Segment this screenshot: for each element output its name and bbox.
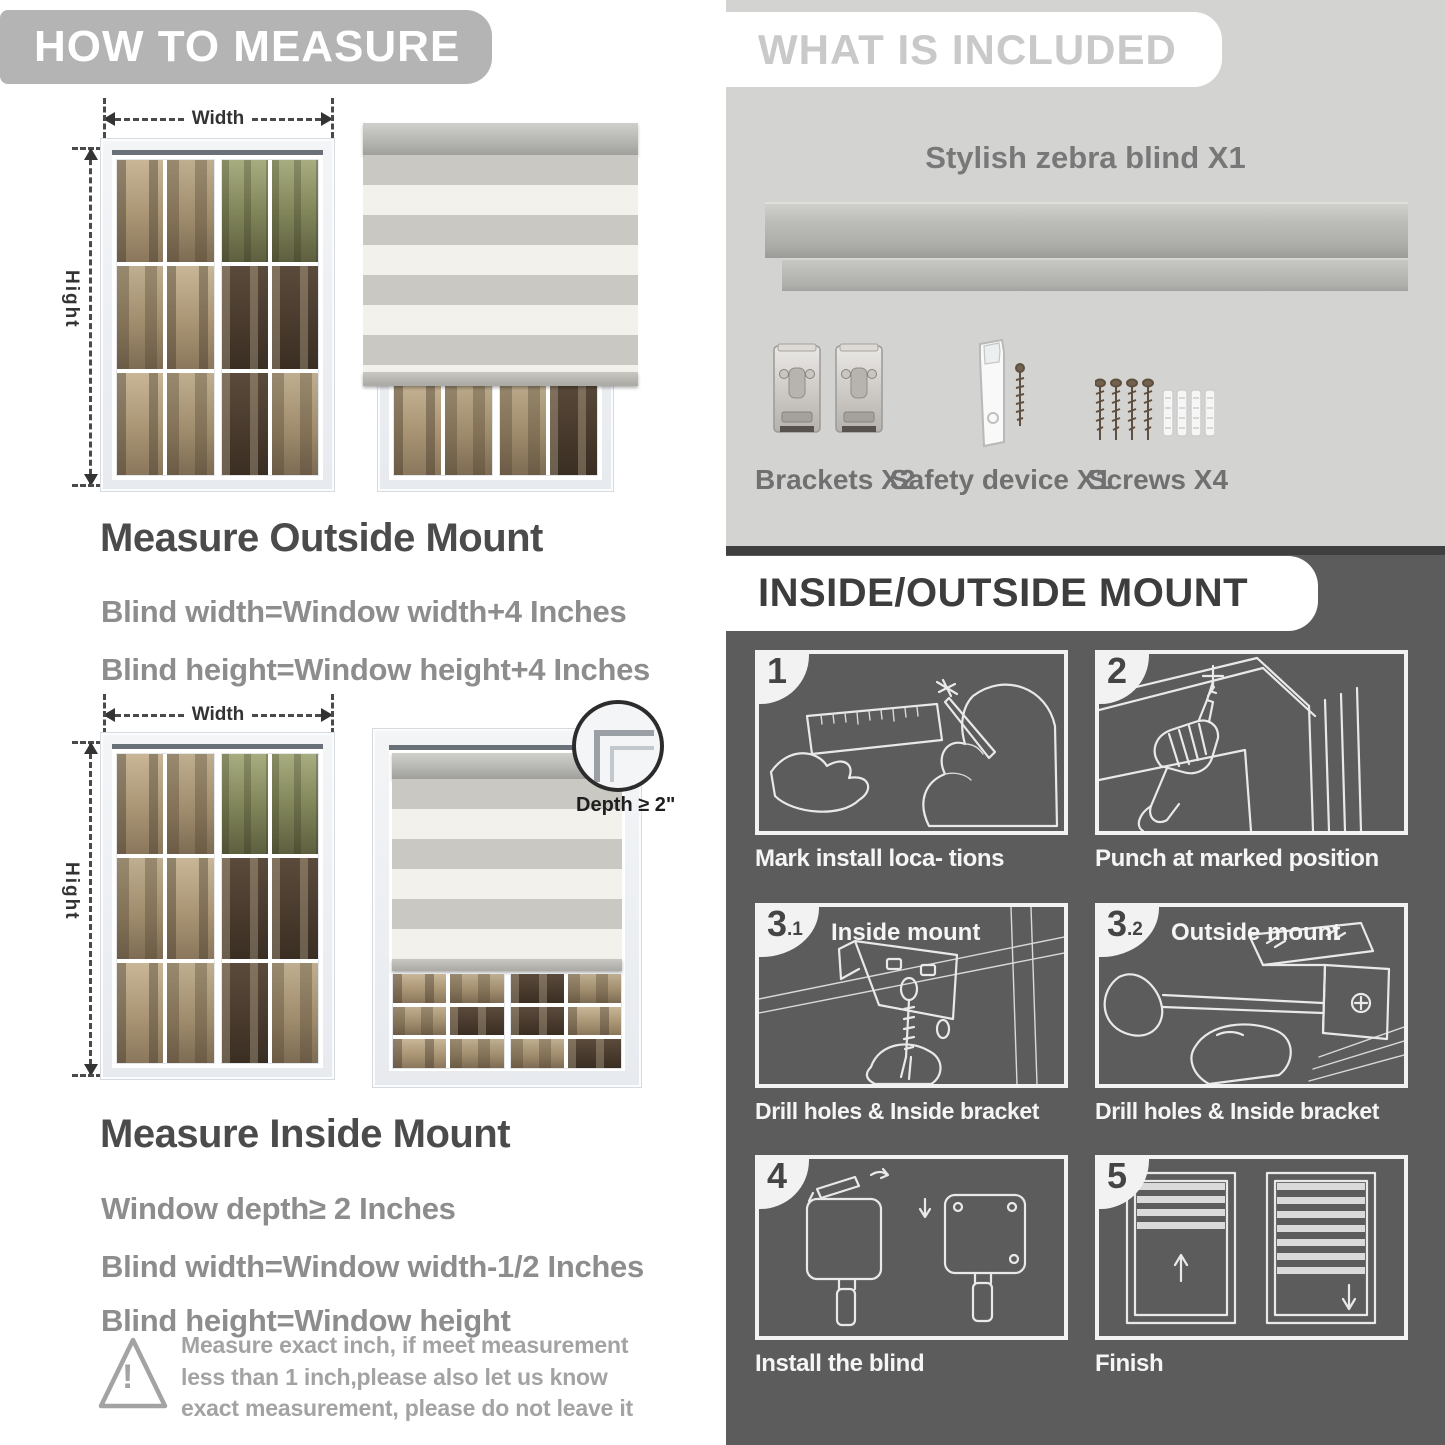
width-label: Width <box>191 704 245 725</box>
how-to-measure-title: HOW TO MEASURE <box>34 22 461 71</box>
mount-section-header <box>726 556 1318 631</box>
depth-requirement-label: Depth ≥ 2" <box>576 794 676 816</box>
zebra-blind-inside-mount <box>392 753 622 971</box>
dim-tick <box>103 98 106 138</box>
zebra-blind-outside-mount <box>363 123 638 386</box>
step-2 <box>1095 650 1408 873</box>
step-1 <box>755 650 1068 873</box>
step-2-caption: Punch at marked position <box>1095 845 1379 872</box>
inside-mount-title: Measure Inside Mount <box>100 1112 511 1156</box>
step-5-caption: Finish <box>1095 1350 1164 1377</box>
what-is-included-header <box>726 12 1222 87</box>
inside-formula-depth: Window depth≥ 2 Inches <box>101 1191 456 1226</box>
outside-mount-title: Measure Outside Mount <box>100 516 543 560</box>
dim-tick <box>103 694 106 734</box>
exclamation-mark: ! <box>122 1358 134 1396</box>
width-arrow-outside <box>103 108 333 130</box>
step-number-badge: 4 <box>755 1155 809 1209</box>
step-3-2-title: Outside mount <box>1171 919 1341 946</box>
dim-tick <box>331 98 334 138</box>
blind-bottom-rail <box>363 372 638 386</box>
inside-formula-width: Blind width=Window width-1/2 Inches <box>101 1249 644 1284</box>
step-3-1-title: Inside mount <box>831 919 981 946</box>
step-3-1-illustration <box>755 903 1068 1088</box>
step-3-2-illustration <box>1095 903 1408 1088</box>
blind-headrail-image <box>765 202 1408 258</box>
blind-bottom-rail <box>392 959 622 971</box>
height-label: Hight <box>61 862 82 921</box>
bracket-icon <box>772 342 884 447</box>
height-arrow-outside <box>89 150 92 484</box>
inside-formula-height: Blind height=Window height <box>101 1303 511 1338</box>
window-illustration-outside <box>100 138 335 492</box>
arrow-up-icon <box>84 742 98 754</box>
width-arrow-inside <box>103 704 333 726</box>
width-label: Width <box>191 108 245 129</box>
what-is-included-title: WHAT IS INCLUDED <box>758 25 1177 73</box>
section-divider <box>726 546 1445 555</box>
mount-section-title: INSIDE/OUTSIDE MOUNT <box>758 571 1249 615</box>
height-label: Hight <box>61 270 82 329</box>
exclamation-triangle-icon <box>95 1332 171 1416</box>
step-4-illustration <box>755 1155 1068 1340</box>
step-5 <box>1095 1155 1408 1378</box>
safety-device-icon <box>972 338 1032 458</box>
arrow-up-icon <box>84 148 98 160</box>
how-to-measure-header <box>0 10 492 84</box>
blind-cassette <box>363 123 638 155</box>
step-number-badge: 2 <box>1095 650 1149 704</box>
dim-tick <box>331 694 334 734</box>
brackets-label: Brackets X2 <box>755 464 916 495</box>
outside-formula-width: Blind width=Window width+4 Inches <box>101 594 627 629</box>
step-3-2-caption: Drill holes & Inside bracket <box>1095 1098 1380 1124</box>
step-2-illustration <box>1095 650 1408 835</box>
blind-item-label: Stylish zebra blind X1 <box>925 140 1246 175</box>
height-arrow-inside <box>89 744 92 1074</box>
window-sash-right <box>221 159 320 476</box>
step-1-caption: Mark install loca- tions <box>755 845 1005 872</box>
step-3-2 <box>1095 903 1408 1125</box>
step-4-caption: Install the blind <box>755 1350 925 1377</box>
step-number-badge: 1 <box>755 650 809 704</box>
step-number-badge: 3 .2 <box>1095 903 1159 957</box>
step-4 <box>755 1155 1068 1378</box>
window-illustration-inside <box>100 732 335 1080</box>
screws-anchors-icon <box>1095 378 1215 453</box>
blind-stripes <box>363 155 638 372</box>
depth-magnifier-icon <box>572 700 664 792</box>
window-sash-left <box>116 159 215 476</box>
step-number-badge: 3 .1 <box>755 903 819 957</box>
step-5-illustration <box>1095 1155 1408 1340</box>
step-3-1-caption: Drill holes & Inside bracket <box>755 1098 1040 1124</box>
step-1-illustration <box>755 650 1068 835</box>
step-3-1 <box>755 903 1068 1125</box>
outside-formula-height: Blind height=Window height+4 Inches <box>101 652 650 687</box>
screws-label: Screws X4 <box>1087 464 1229 495</box>
safety-device-label: Safety device X1 <box>890 464 1112 495</box>
measurement-warning-text: Measure exact inch, if meet measurement less than 1 inch,please also let us know exact measurement, please do not leave it <box>181 1332 633 1422</box>
blind-headrail-lip <box>782 258 1408 291</box>
step-number-badge: 5 <box>1095 1155 1149 1209</box>
